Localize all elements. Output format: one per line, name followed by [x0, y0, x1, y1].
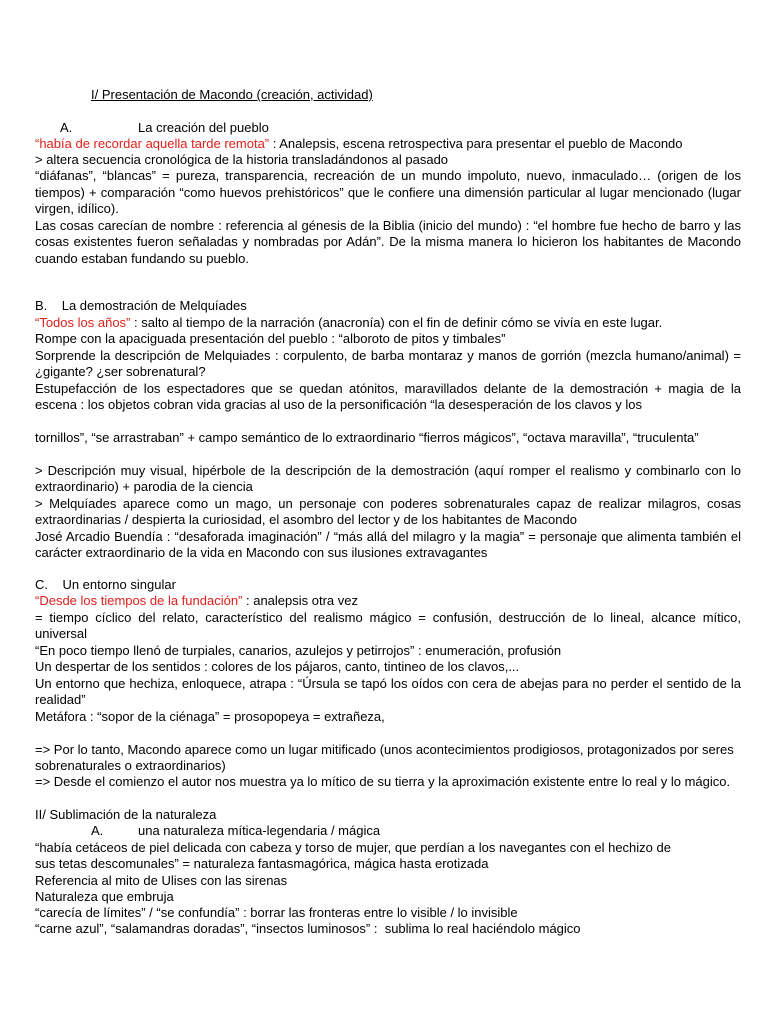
text-span: : Analepsis, escena retrospectiva para presentar el pueblo de Macondo [269, 136, 683, 151]
section-c-line-1 [35, 593, 358, 609]
text-span: : salto al tiempo de la narración (anacronía) con el fin de definir cómo se vivía en este lugar. [130, 315, 663, 330]
section-c-line-11: => Desde el comienzo el autor nos muestra ya lo mítico de su tierra y la aproximación existente entre lo real y lo mágico. [35, 774, 731, 789]
section-b-line-2: Rompe con la apaciguada presentación del pueblo : “alboroto de pitos y timbales” [35, 331, 506, 346]
section-b-line-4: ¿gigante? ¿ser sobrenatural? [35, 364, 206, 379]
section-c-line-2: = tiempo cíclico del relato, característico del realismo mágico = confusión, destrucción de lo lineal, alcance mítico, [35, 610, 741, 625]
section-ii-subletter: A. [91, 823, 104, 838]
section-a-line-3: “diáfanas”, “blancas” = pureza, transparencia, recreación de un mundo impoluto, nuevo, inmaculado… (origen de los [35, 168, 741, 183]
section-b-line-9: extraordinario) + parodia de la ciencia [35, 479, 253, 494]
section-b-line-13: carácter extraordinario de la vida en Macondo con sus ilusiones extravagantes [35, 545, 488, 560]
section-b-line-10: > Melquíades aparece como un mago, un personaje con poderes sobrenaturales capaz de realizar milagros, cosas [35, 496, 741, 511]
section-a-line-1 [35, 136, 683, 152]
section-b-line-7: tornillos”, “se arrastraban” + campo semántico de lo extraordinario “fierros mágicos”, “octava maravilla”, “truculenta” [35, 430, 699, 445]
section-ii-line-3: Referencia al mito de Ulises con las sirenas [35, 873, 288, 888]
section-ii-heading: II/ Sublimación de la naturaleza [35, 807, 217, 822]
red-quote: “había de recordar aquella tarde remota” [35, 136, 270, 151]
section-c-line-3: universal [35, 626, 88, 641]
section-ii-line-4: Naturaleza que embruja [35, 889, 174, 904]
section-b-line-11: extraordinarias / despierta la curiosidad, el asombro del lector y de los habitantes de Macondo [35, 512, 577, 527]
section-a-line-8: cuando estaban fundando su pueblo. [35, 251, 249, 266]
section-ii-line-5: “carecía de límites” / “se confundía” : borrar las fronteras entre lo visible / lo invisible [35, 905, 518, 920]
section-c-line-7: realidad” [35, 692, 86, 707]
section-a-line-7: cosas existentes fueron señaladas y nombradas por Adán”. De la misma manera lo hicieron los habitantes de Macondo [35, 234, 741, 249]
section-a-letter: A. [60, 120, 73, 135]
section-c-line-10: sobrenaturales o extraordinarios) [35, 758, 226, 773]
section-a-line-2: > altera secuencia cronológica de la historia transladándonos al pasado [35, 152, 449, 167]
section-c-line-4: “En poco tiempo llenó de turpiales, canarios, azulejos y petirrojos” : enumeración, profusión [35, 643, 562, 658]
section-b-line-6: escena : los objetos cobran vida gracias al uso de la personificación “la desesperación de los clavos y los [35, 397, 643, 412]
red-quote: “Todos los años” [35, 315, 131, 330]
section-ii-line-1: “había cetáceos de piel delicada con cabeza y torso de mujer, que perdían a los navegantes con el hechizo de [35, 840, 671, 855]
text-span: : analepsis otra vez [242, 593, 359, 608]
section-a-line-5: virgen, idílico). [35, 201, 119, 216]
section-ii-line-6: “carne azul”, “salamandras doradas”, “insectos luminosos” : sublima lo real haciéndolo mágico [35, 921, 581, 936]
section-b-line-8: > Descripción muy visual, hipérbole de la descripción de la demostración (aquí romper el realismo y combinarlo con lo [35, 463, 741, 478]
section-c-line-6: Un entorno que hechiza, enloquece, atrapa : “Úrsula se tapó los oídos con cera de abejas para no perder el sentido de la [35, 676, 741, 691]
section-c-line-5: Un despertar de los sentidos : colores de los pájaros, canto, tintineo de los clavos,... [35, 659, 520, 674]
section-b-line-5: Estupefacción de los espectadores que se quedan atónitos, maravillados delante de la demostración + magia de la [35, 381, 741, 396]
section-title: I/ Presentación de Macondo (creación, actividad) [91, 87, 373, 102]
section-c-heading: C. Un entorno singular [35, 577, 176, 592]
red-quote: “Desde los tiempos de la fundación” [35, 593, 243, 608]
section-a-line-6: Las cosas carecían de nombre : referencia al génesis de la Biblia (inicio del mundo) : “el hombre fue hecho de barro y las [35, 218, 741, 233]
section-a-line-4: tiempos) + comparación “como huevos prehistóricos” que le confiere una dimensión particular al lugar mencionado (lugar [35, 185, 741, 200]
section-ii-line-2: sus tetas descomunales” = naturaleza fantasmagórica, mágica hasta erotizada [35, 856, 489, 871]
section-c-line-9: => Por lo tanto, Macondo aparece como un lugar mitificado (unos acontecimientos prodigiosos, protagonizados por seres [35, 742, 734, 757]
section-b-heading: B. La demostración de Melquíades [35, 298, 247, 313]
section-b-line-3: Sorprende la descripción de Melquiades : corpulento, de barba montaraz y manos de gorrión (mezcla humano/animal) = [35, 348, 741, 363]
section-a-heading: La creación del pueblo [138, 120, 269, 135]
section-ii-subheading: una naturaleza mítica-legendaria / mágica [138, 823, 381, 838]
section-b-line-12: José Arcadio Buendía : “desaforada imaginación” / “más allá del milagro y la magia” = personaje que alimenta también el [35, 529, 741, 544]
section-c-line-8: Metáfora : “sopor de la ciénaga” = prosopopeya = extrañeza, [35, 709, 385, 724]
section-b-line-1 [35, 315, 662, 331]
